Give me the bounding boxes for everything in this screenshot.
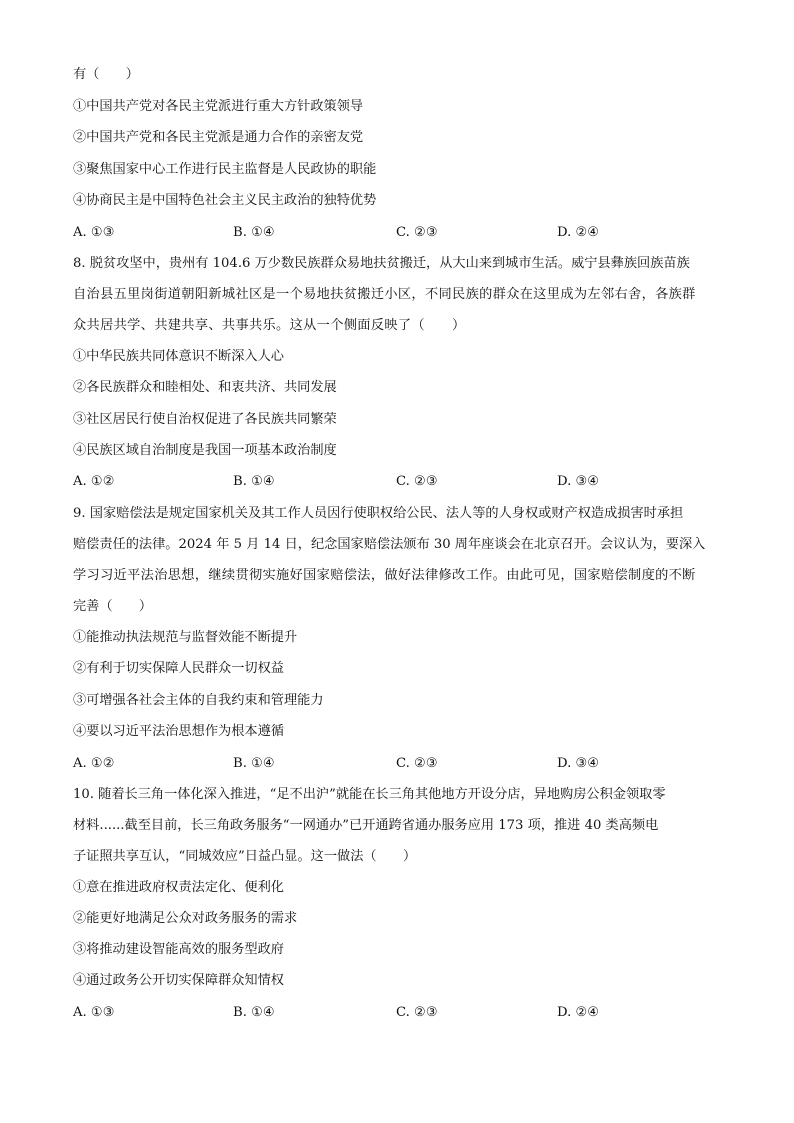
q10-item-3: ③将推动建设智能高效的服务型政府 — [73, 942, 284, 957]
q7-option-c: C. ②③ — [396, 225, 438, 240]
q9-stem-line-4: 完善（ ） — [73, 599, 153, 614]
q9-stem-line-1: 9. 国家赔偿法是规定国家机关及其工作人员因行使职权给公民、法人等的人身权或财产权造成损害时承担 — [73, 506, 684, 521]
q10-stem-line-3: 子证照共享互认，“同城效应”日益凸显。这一做法（ ） — [73, 849, 417, 864]
q9-option-d: D. ③④ — [557, 756, 600, 771]
q9-stem-line-3: 学习习近平法治思想，继续贯彻实施好国家赔偿法，做好法律修改工作。由此可见，国家赔偿制度的不断 — [73, 568, 696, 583]
q10-stem-line-1: 10. 随着长三角一体化深入推进，“足不出沪”就能在长三角其他地方开设分店，异地购房公积金领取零 — [73, 787, 666, 802]
q10-item-1: ①意在推进政府权责法定化、便利化 — [73, 880, 284, 895]
q10-option-d: D. ②④ — [557, 1005, 600, 1020]
q7-option-a: A. ①③ — [73, 225, 115, 240]
q8-stem-line-1: 8. 脱贫攻坚中，贵州有 104.6 万少数民族群众易地扶贫搬迁，从大山来到城市生活。威宁县彝族回族苗族 — [73, 256, 690, 271]
q10-option-a: A. ①③ — [73, 1005, 115, 1020]
q8-option-a: A. ①② — [73, 474, 115, 489]
q8-item-4: ④民族区域自治制度是我国一项基本政治制度 — [73, 443, 337, 458]
q7-item-4: ④协商民主是中国特色社会主义民主政治的独特优势 — [73, 193, 377, 208]
q7-item-1: ①中国共产党对各民主党派进行重大方针政策领导 — [73, 99, 364, 114]
q10-option-c: C. ②③ — [396, 1005, 438, 1020]
q8-option-c: C. ②③ — [396, 474, 438, 489]
q9-item-3: ③可增强各社会主体的自我约束和管理能力 — [73, 693, 324, 708]
q9-item-2: ②有利于切实保障人民群众一切权益 — [73, 661, 284, 676]
q7-option-b: B. ①④ — [233, 225, 275, 240]
q8-option-d: D. ③④ — [557, 474, 600, 489]
q10-item-2: ②能更好地满足公众对政务服务的需求 — [73, 911, 298, 926]
q8-stem-line-2: 自治县五里岗街道朝阳新城社区是一个易地扶贫搬迁小区，不同民族的群众在这里成为左邻右舍，各族群 — [73, 287, 696, 302]
q7-item-3: ③聚焦国家中心工作进行民主监督是人民政协的职能 — [73, 162, 377, 177]
q7-item-2: ②中国共产党和各民主党派是通力合作的亲密友党 — [73, 130, 364, 145]
q9-option-c: C. ②③ — [396, 756, 438, 771]
q9-item-1: ①能推动执法规范与监督效能不断提升 — [73, 630, 298, 645]
q8-item-1: ①中华民族共同体意识不断深入人心 — [73, 349, 284, 364]
q8-item-2: ②各民族群众和睦相处、和衷共济、共同发展 — [73, 380, 337, 395]
q7-option-d: D. ②④ — [557, 225, 600, 240]
q9-option-a: A. ①② — [73, 756, 115, 771]
q7-stem-tail: 有（ ） — [73, 67, 139, 82]
q8-option-b: B. ①④ — [233, 474, 275, 489]
q8-stem-line-3: 众共居共学、共建共享、共事共乐。这从一个侧面反映了（ ） — [73, 318, 466, 333]
q10-item-4: ④通过政务公开切实保障群众知情权 — [73, 973, 284, 988]
q10-stem-line-2: 材料......截至目前，长三角政务服务“一网通办”已开通跨省通办服务应用 173 项，推进 40 类高频电 — [73, 818, 659, 833]
q9-item-4: ④要以习近平法治思想作为根本遵循 — [73, 724, 284, 739]
q9-option-b: B. ①④ — [233, 756, 275, 771]
q9-stem-line-2: 赔偿责任的法律。2024 年 5 月 14 日，纪念国家赔偿法颁布 30 周年座谈会在北京召开。会议认为，要深入 — [73, 537, 706, 552]
q10-option-b: B. ①④ — [233, 1005, 275, 1020]
q8-item-3: ③社区居民行使自治权促进了各民族共同繁荣 — [73, 412, 337, 427]
